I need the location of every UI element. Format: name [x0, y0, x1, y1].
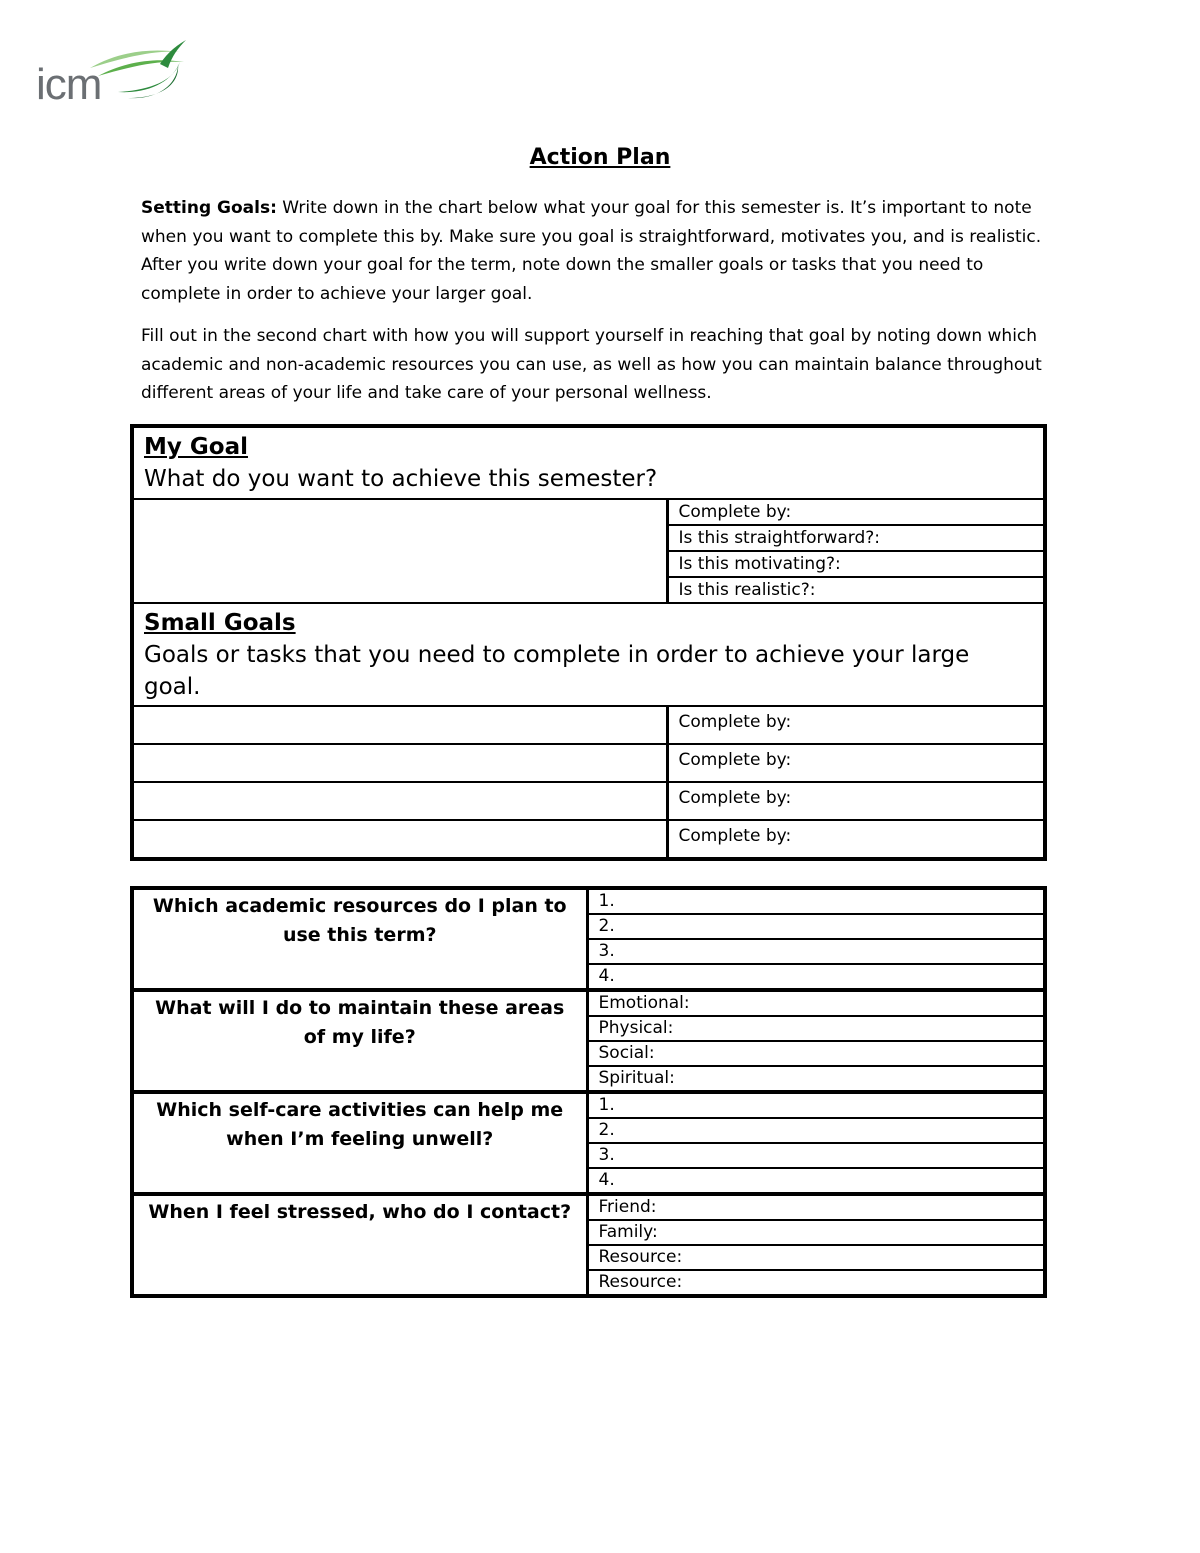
- my-goal-title: My Goal: [144, 434, 248, 460]
- small-goal-input[interactable]: [132, 782, 667, 820]
- small-goal-complete-by[interactable]: Complete by:: [667, 782, 1045, 820]
- support-answer[interactable]: Resource:: [587, 1270, 1045, 1296]
- support-answer[interactable]: Physical:: [587, 1016, 1045, 1041]
- my-goal-question: What do you want to achieve this semester?: [144, 466, 658, 492]
- check-straightforward[interactable]: Is this straightforward?:: [667, 525, 1045, 551]
- support-answer[interactable]: Social:: [587, 1041, 1045, 1066]
- small-goal-complete-by[interactable]: Complete by:: [667, 706, 1045, 744]
- support-question: What will I do to maintain these areas of my life?: [132, 990, 587, 1092]
- support-answer[interactable]: Resource:: [587, 1245, 1045, 1270]
- small-goal-complete-by[interactable]: Complete by:: [667, 744, 1045, 782]
- logo-swoosh-icon: [88, 38, 188, 102]
- support-answer[interactable]: 1.: [587, 888, 1045, 914]
- support-question: When I feel stressed, who do I contact?: [132, 1194, 587, 1296]
- support-answer[interactable]: Friend:: [587, 1194, 1045, 1220]
- small-goals-title: Small Goals: [144, 610, 296, 636]
- setting-goals-paragraph: [141, 194, 1051, 308]
- support-answer[interactable]: Spiritual:: [587, 1066, 1045, 1092]
- support-answer[interactable]: 4.: [587, 964, 1045, 990]
- small-goal-input[interactable]: [132, 744, 667, 782]
- my-goal-header: [132, 426, 1045, 499]
- check-realistic[interactable]: Is this realistic?:: [667, 577, 1045, 603]
- my-goal-input[interactable]: [132, 499, 667, 603]
- second-chart-paragraph: Fill out in the second chart with how you will support yourself in reaching that goal by noting down which academic and non-academic resources you can use, as well as how you can maintain balance throughout different areas of your life and take care of your personal wellness.: [141, 326, 1042, 403]
- support-answer[interactable]: 4.: [587, 1168, 1045, 1194]
- small-goal-complete-by[interactable]: Complete by:: [667, 820, 1045, 859]
- support-answer[interactable]: 3.: [587, 1143, 1045, 1168]
- support-answer[interactable]: 1.: [587, 1092, 1045, 1118]
- support-question: Which self-care activities can help me when I’m feeling unwell?: [132, 1092, 587, 1194]
- setting-goals-text: Write down in the chart below what your goal for this semester is. It’s important to note when you want to complete this by. Make sure you goal is straightforward, motivates you, and is realistic. After you write down your goal for the term, note down the smaller goals or tasks that you need to complete in order to achieve your larger goal.: [141, 198, 1042, 304]
- small-goal-input[interactable]: [132, 706, 667, 744]
- goal-table: [130, 424, 1047, 861]
- support-answer[interactable]: 3.: [587, 939, 1045, 964]
- logo-text: icm: [36, 60, 102, 109]
- setting-goals-label: Setting Goals:: [141, 198, 277, 218]
- check-complete-by[interactable]: Complete by:: [667, 499, 1045, 525]
- page-title: Action Plan: [529, 145, 671, 170]
- support-answer[interactable]: Emotional:: [587, 990, 1045, 1016]
- support-answer[interactable]: 2.: [587, 914, 1045, 939]
- support-table: [130, 886, 1047, 1298]
- support-answer[interactable]: Family:: [587, 1220, 1045, 1245]
- check-motivating[interactable]: Is this motivating?:: [667, 551, 1045, 577]
- small-goal-input[interactable]: [132, 820, 667, 859]
- small-goals-question: Goals or tasks that you need to complete in order to achieve your large goal.: [144, 642, 970, 700]
- support-question: Which academic resources do I plan to use this term?: [132, 888, 587, 990]
- small-goals-header: [132, 603, 1045, 706]
- icm-logo: [36, 38, 186, 108]
- support-answer[interactable]: 2.: [587, 1118, 1045, 1143]
